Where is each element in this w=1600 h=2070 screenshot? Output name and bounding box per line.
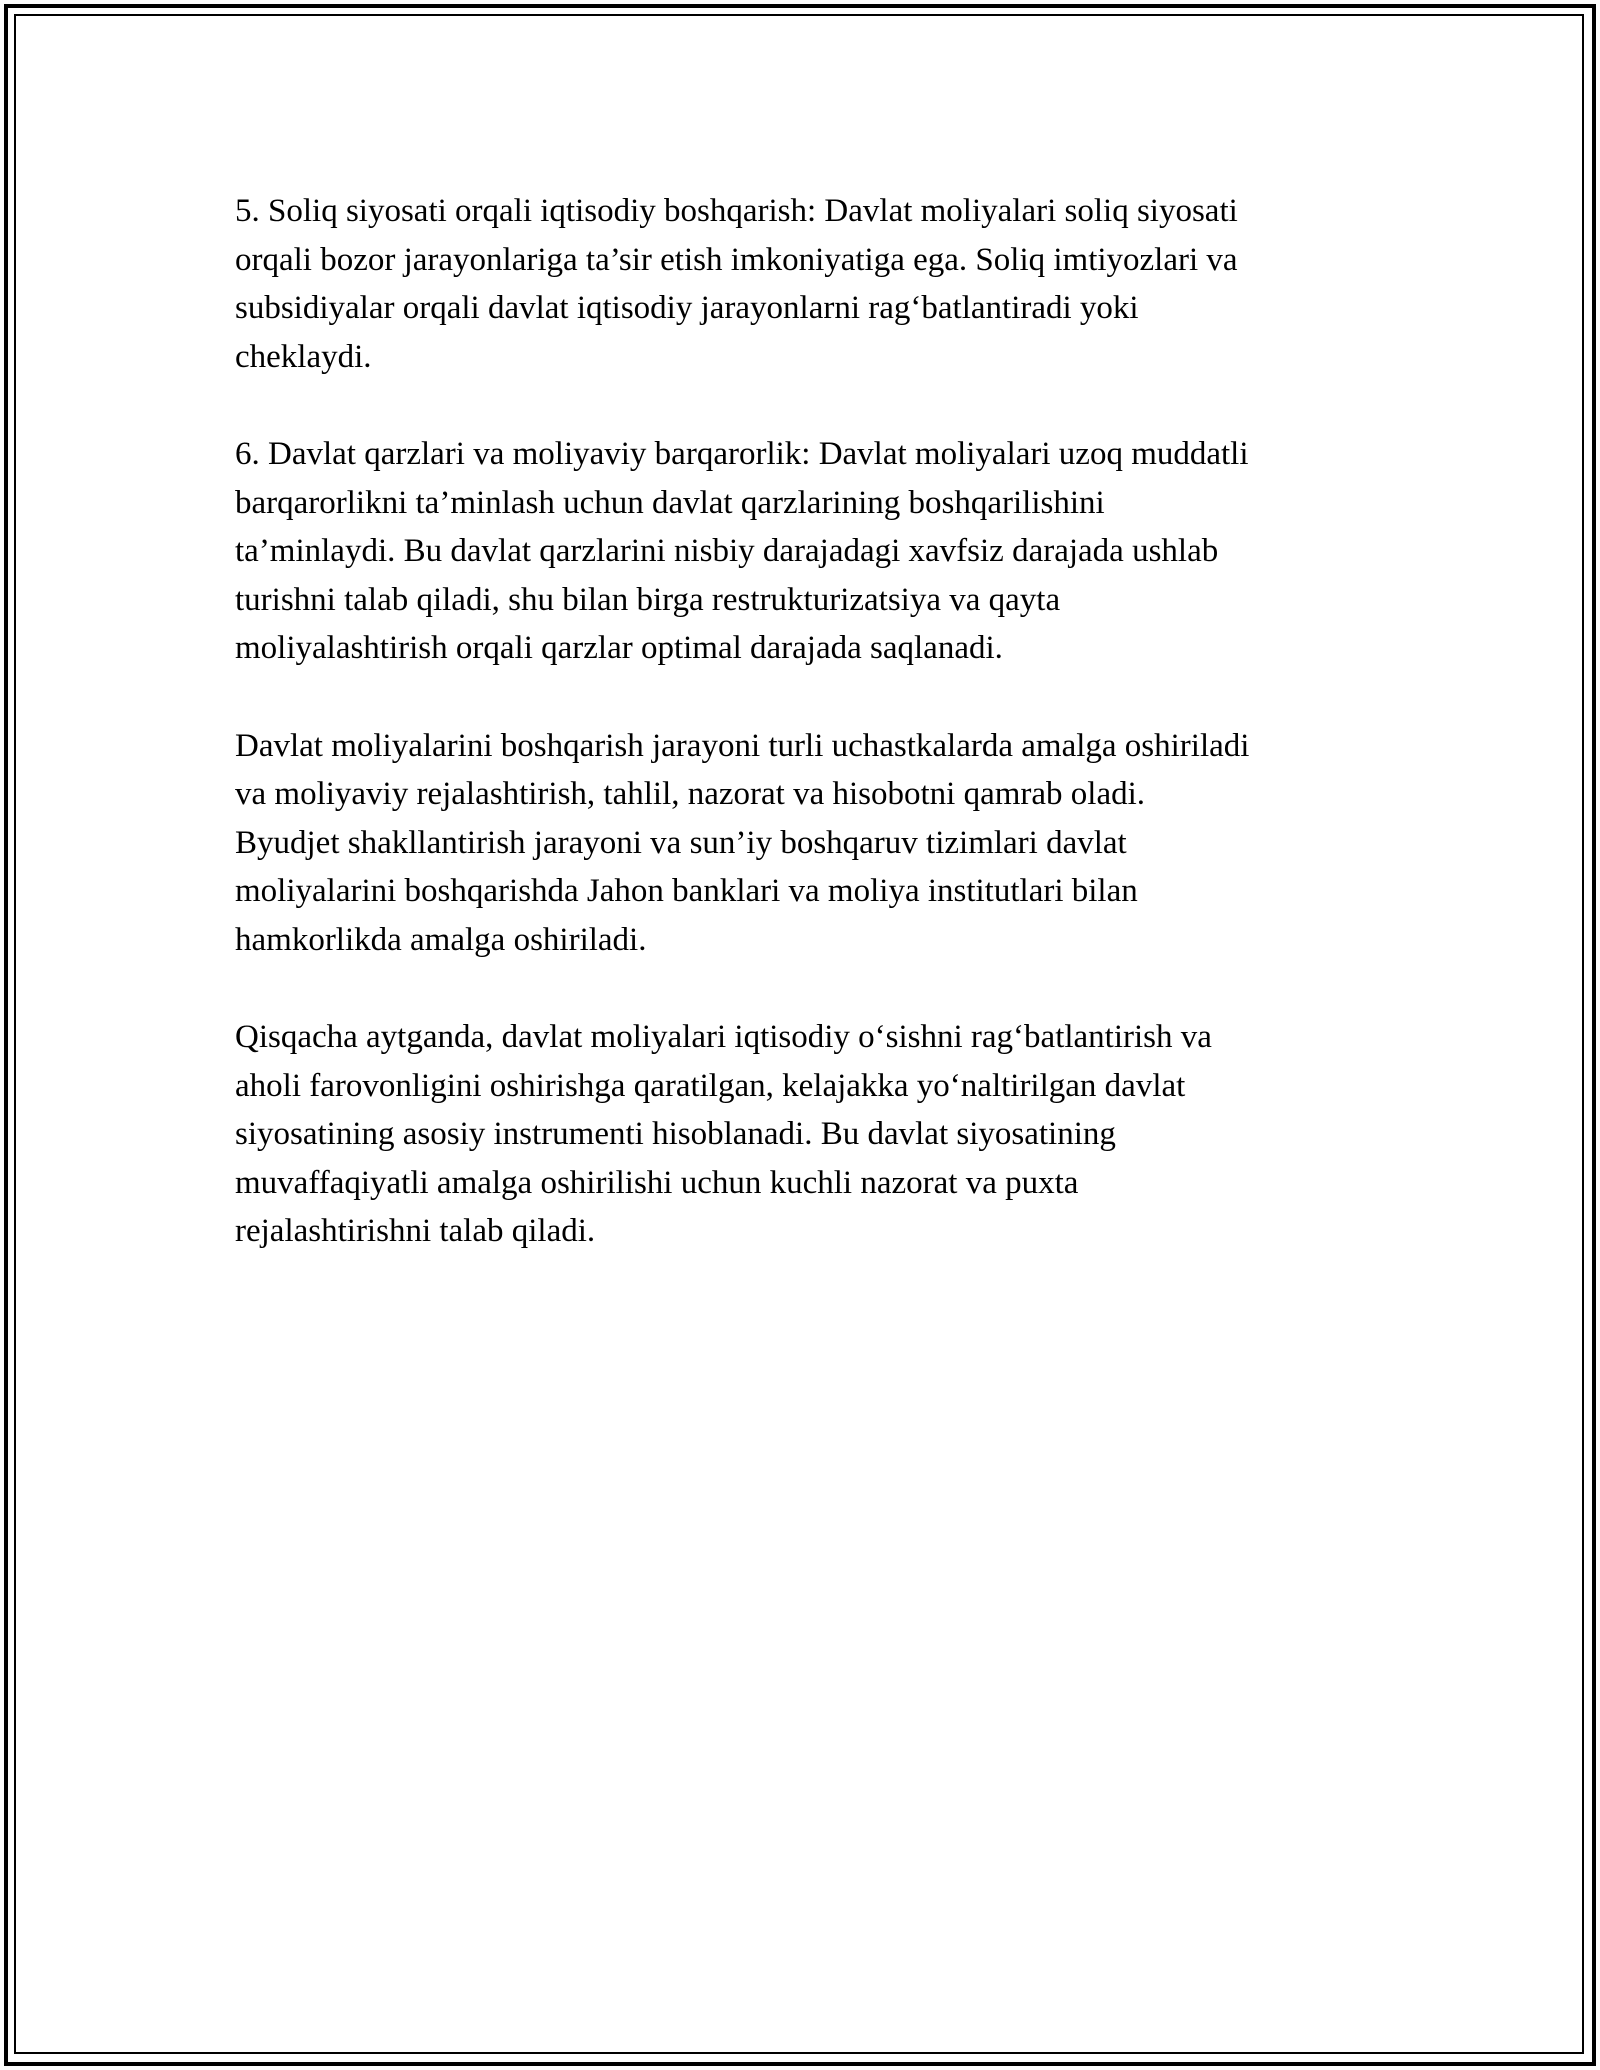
paragraph-finance-management: Davlat moliyalarini boshqarish jarayoni turli uchastkalarda amalga oshiriladi va moliyaviy rejalashtirish, tahlil, nazorat va hisobotni qamrab oladi. Byudjet shakllantirish jarayoni va sun’iy boshqaruv tizimlari davlat moliyalarini boshqarishda Jahon banklari va moliya institutlari bilan hamkorlikda amalga oshiriladi. [235,727,1250,958]
document-body [235,187,1375,1305]
paragraph-public-debt: 6. Davlat qarzlari va moliyaviy barqarorlik: Davlat moliyalari uzoq muddatli barqarorlikni ta’minlash uchun davlat qarzlarining boshqarilishini ta’minlaydi. Bu davlat qarzlarini nisbiy darajadagi xavfsiz darajada ushlab turishni talab qiladi, shu bilan birga restrukturizatsiya va qayta moliyalashtirish orqali qarzlar optimal darajada saqlanadi. [235,435,1249,667]
paragraph-conclusion: Qisqacha aytganda, davlat moliyalari iqtisodiy o‘sishni rag‘batlantirish va aholi farovonligini oshirishga qaratilgan, kelajakka yo‘naltirilgan davlat siyosatining asosiy instrumenti hisoblanadi. Bu davlat siyosatining muvaffaqiyatli amalga oshirilishi uchun kuchli nazorat va puxta rejalashtirishni talab qiladi. [235,1019,1212,1250]
paragraph-tax-policy: 5. Soliq siyosati orqali iqtisodiy boshqarish: Davlat moliyalari soliq siyosati orqali bozor jarayonlariga ta’sir etish imkoniyatiga ega. Soliq imtiyozlari va subsidiyalar orqali davlat iqtisodiy jarayonlarni rag‘batlantiradi yoki cheklaydi. [235,193,1238,375]
